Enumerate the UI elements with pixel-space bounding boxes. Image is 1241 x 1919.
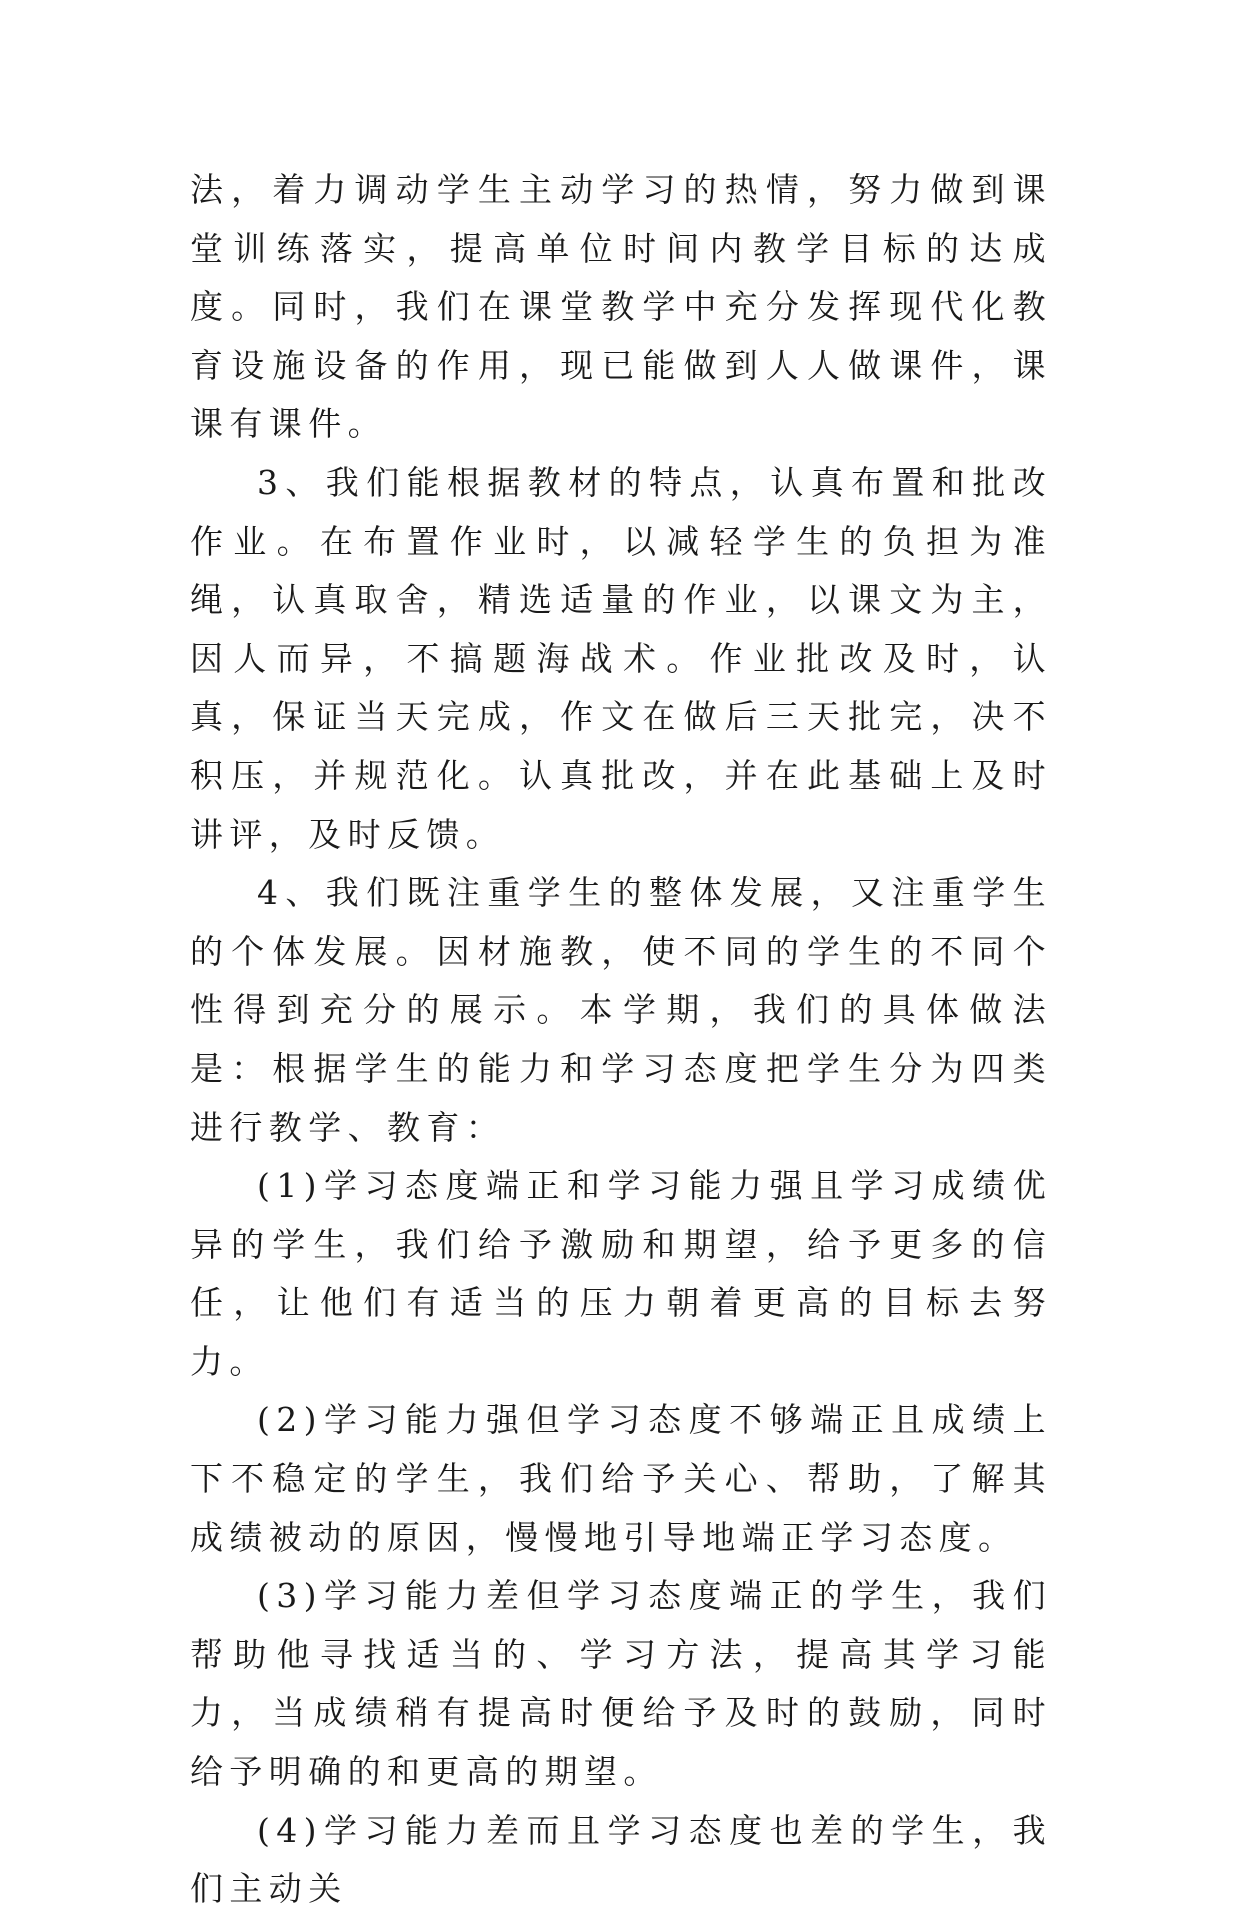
paragraph-subitem-3: (3)学习能力差但学习态度端正的学生，我们帮助他寻找适当的、学习方法，提高其学习能力，当成绩稍有提高时便给予及时的鼓励，同时给予明确的和更高的期望。 [190, 1576, 1052, 1792]
paragraph-subitem-2: (2)学习能力强但学习态度不够端正且成绩上下不稳定的学生，我们给予关心、帮助，了解其成绩被动的原因，慢慢地引导地端正学习态度。 [190, 1400, 1052, 1557]
paragraph-subitem-1: (1)学习态度端正和学习能力强且学习成绩优异的学生，我们给予激励和期望，给予更多的信任，让他们有适当的压力朝着更高的目标去努力。 [190, 1166, 1052, 1381]
paragraph-item-3: 3、我们能根据教材的特点，认真布置和批改作业。在布置作业时，以减轻学生的负担为准绳，认真取舍，精选适量的作业，以课文为主，因人而异，不搞题海战术。作业批改及时，认真，保证当天完成，作文在做后三天批完，决不积压，并规范化。认真批改，并在此基础上及时讲评，及时反馈。 [190, 462, 1052, 854]
paragraph-item-4: 4、我们既注重学生的整体发展，又注重学生的个体发展。因材施教，使不同的学生的不同个性得到充分的展示。本学期，我们的具体做法是：根据学生的能力和学习态度把学生分为四类进行教学、教育： [190, 873, 1052, 1147]
document-body [190, 161, 1052, 1919]
paragraph-subitem-4: (4)学习能力差而且学习态度也差的学生，我们主动关 [190, 1810, 1052, 1909]
paragraph-continuation: 法，着力调动学生主动学习的热情，努力做到课堂训练落实，提高单位时间内教学目标的达成度。同时，我们在课堂教学中充分发挥现代化教育设施设备的作用，现已能做到人人做课件，课课有课件。 [190, 170, 1052, 444]
